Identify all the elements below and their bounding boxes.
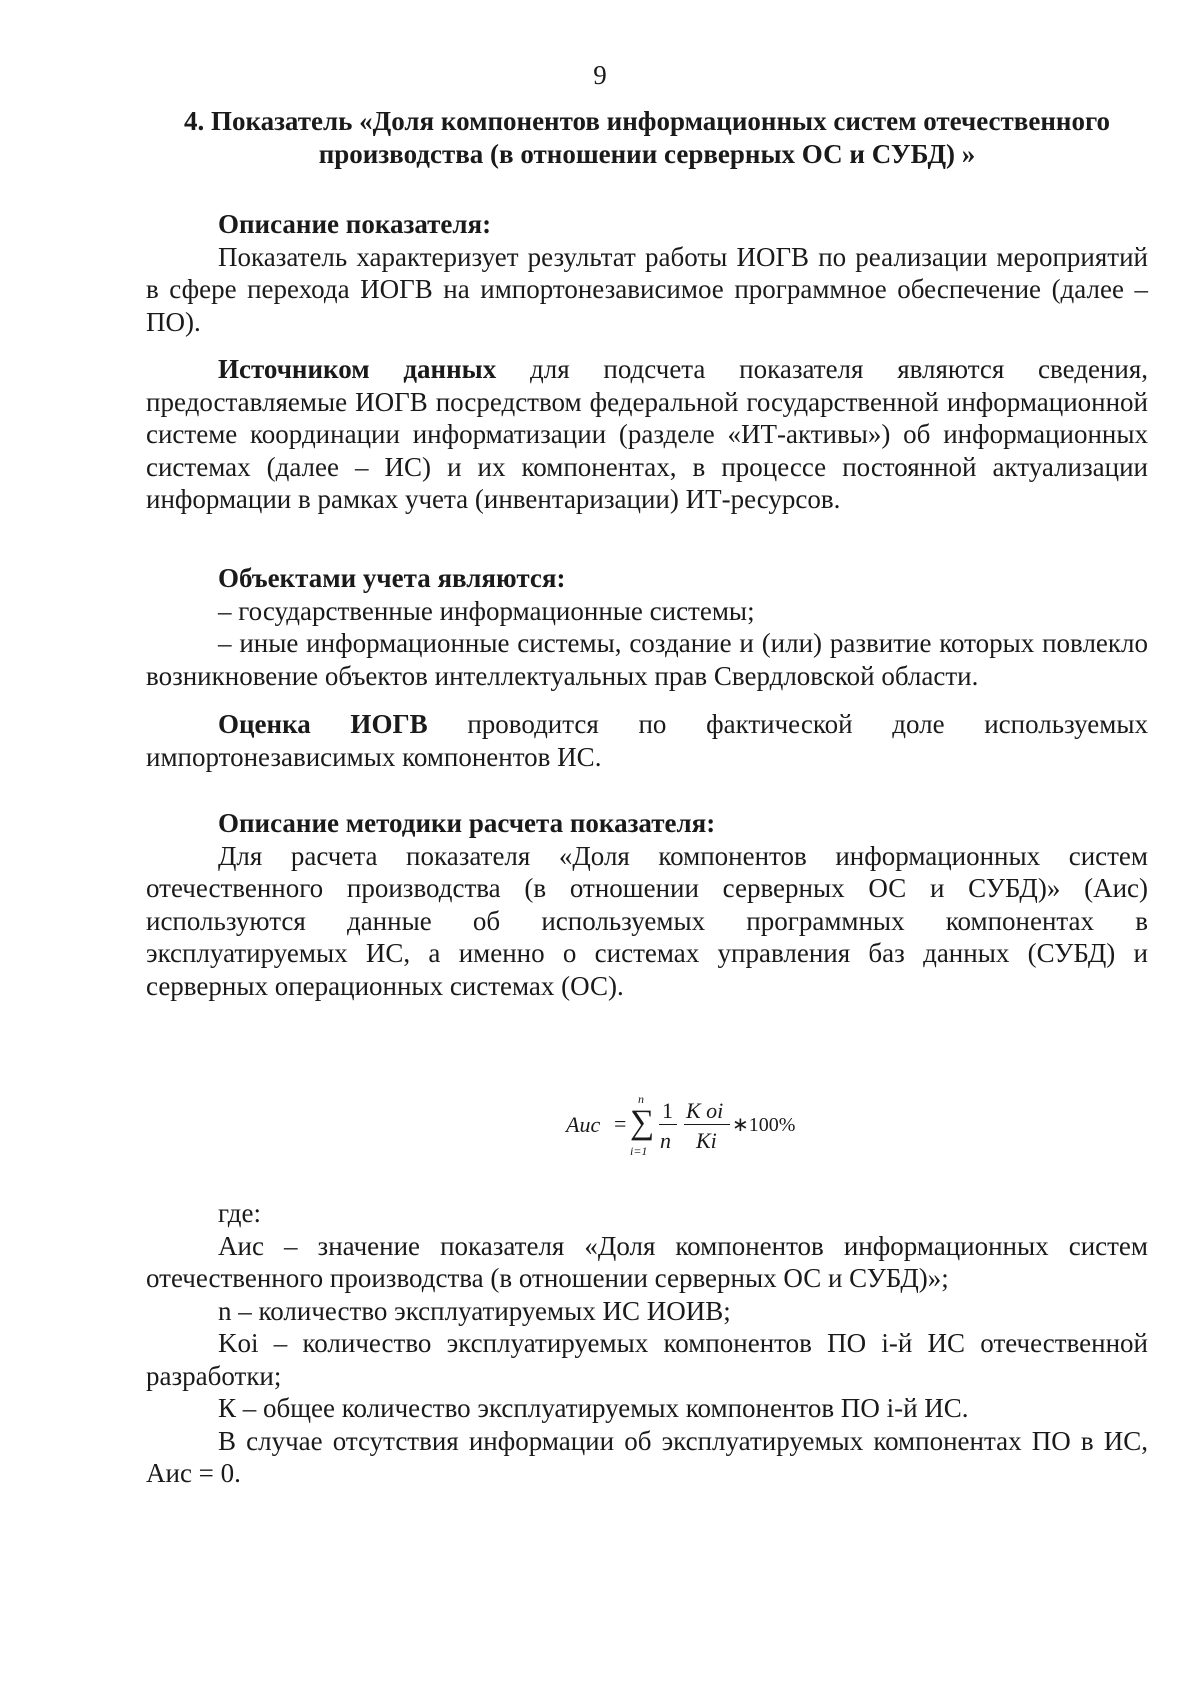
methodology-heading: Описание методики расчета показателя: bbox=[218, 808, 716, 838]
methodology-text: Для расчета показателя «Доля компонентов информационных систем отечественного производства (в отношении серверных ОС и СУБД)» (Аис) используются данные об используемых программных компонентах в эксплуатируемых ИС, а именно о системах управления баз данных (СУБД) и серверных операционных системах (ОС). bbox=[146, 840, 1148, 1001]
formula-equals: = bbox=[614, 1111, 627, 1136]
objects-heading: Объектами учета являются: bbox=[218, 563, 566, 593]
section-title: 4. Показатель «Доля компонентов информационных систем отечественного производства (в отношении серверных ОС и СУБД) » bbox=[183, 106, 1111, 169]
assessment-section bbox=[146, 708, 1148, 773]
formula-sum-upper: n bbox=[638, 1092, 644, 1106]
assessment-text: проводится по фактической доле используемых импортонезависимых компонентов ИС. bbox=[146, 709, 1149, 772]
where-item: К – общее количество эксплуатируемых компонентов ПО i-й ИС. bbox=[218, 1393, 969, 1423]
methodology-section bbox=[146, 807, 1148, 1002]
source-text: для подсчета показателя являются сведения, предоставляемые ИОГВ посредством федеральной государственной информационной системе координации информатизации (разделе «ИТ-активы») об информационных системах (далее – ИС) и их компонентах, в процессе постоянной актуализации информации в рамках учета (инвентаризации) ИТ-ресурсов. bbox=[146, 354, 1149, 514]
description-text: Показатель характеризует результат работы ИОГВ по реализации мероприятий в сфере перехода ИОГВ на импортонезависимое программное обеспечение (далее – ПО). bbox=[146, 241, 1148, 337]
formula-num1: 1 bbox=[662, 1098, 673, 1123]
fraction-bar bbox=[684, 1124, 730, 1125]
where-item: В случае отсутствия информации об эксплуатируемых компонентах ПО в ИС, Аис = 0. bbox=[146, 1425, 1148, 1488]
objects-item: – государственные информационные системы; bbox=[218, 595, 755, 626]
objects-item: – иные информационные системы, создание и (или) развитие которых повлекло возникновение объектов интеллектуальных прав Свердловской области. bbox=[146, 628, 1148, 691]
formula-den2: Ki bbox=[696, 1128, 717, 1153]
description-section bbox=[146, 208, 1148, 338]
formula-den1: n bbox=[660, 1128, 671, 1153]
where-item: Аис – значение показателя «Доля компонентов информационных систем отечественного производства (в отношении серверных ОС и СУБД)»; bbox=[146, 1230, 1148, 1293]
formula-sum-lower: i=1 bbox=[630, 1144, 648, 1158]
assessment-lead: Оценка ИОГВ bbox=[218, 709, 428, 739]
where-section bbox=[146, 1197, 1148, 1490]
description-heading: Описание показателя: bbox=[218, 209, 492, 239]
formula-tail: ∗100% bbox=[732, 1114, 796, 1136]
formula-lhs: Аис bbox=[566, 1112, 601, 1137]
formula bbox=[560, 1090, 820, 1160]
where-label: где: bbox=[218, 1198, 261, 1228]
objects-section bbox=[146, 562, 1148, 692]
formula-num2: K oi bbox=[686, 1098, 724, 1123]
fraction-bar bbox=[659, 1124, 677, 1125]
where-item: n – количество эксплуатируемых ИС ИОИВ; bbox=[218, 1295, 731, 1326]
where-item: Koi – количество эксплуатируемых компонентов ПО i-й ИС отечественной разработки; bbox=[146, 1328, 1148, 1391]
assessment-paragraph bbox=[146, 708, 1148, 773]
page-number: 9 bbox=[593, 60, 607, 90]
source-paragraph bbox=[146, 353, 1148, 516]
formula-sum-sign: ∑ bbox=[630, 1104, 655, 1141]
source-section bbox=[146, 353, 1148, 516]
source-lead: Источником данных bbox=[218, 354, 497, 384]
